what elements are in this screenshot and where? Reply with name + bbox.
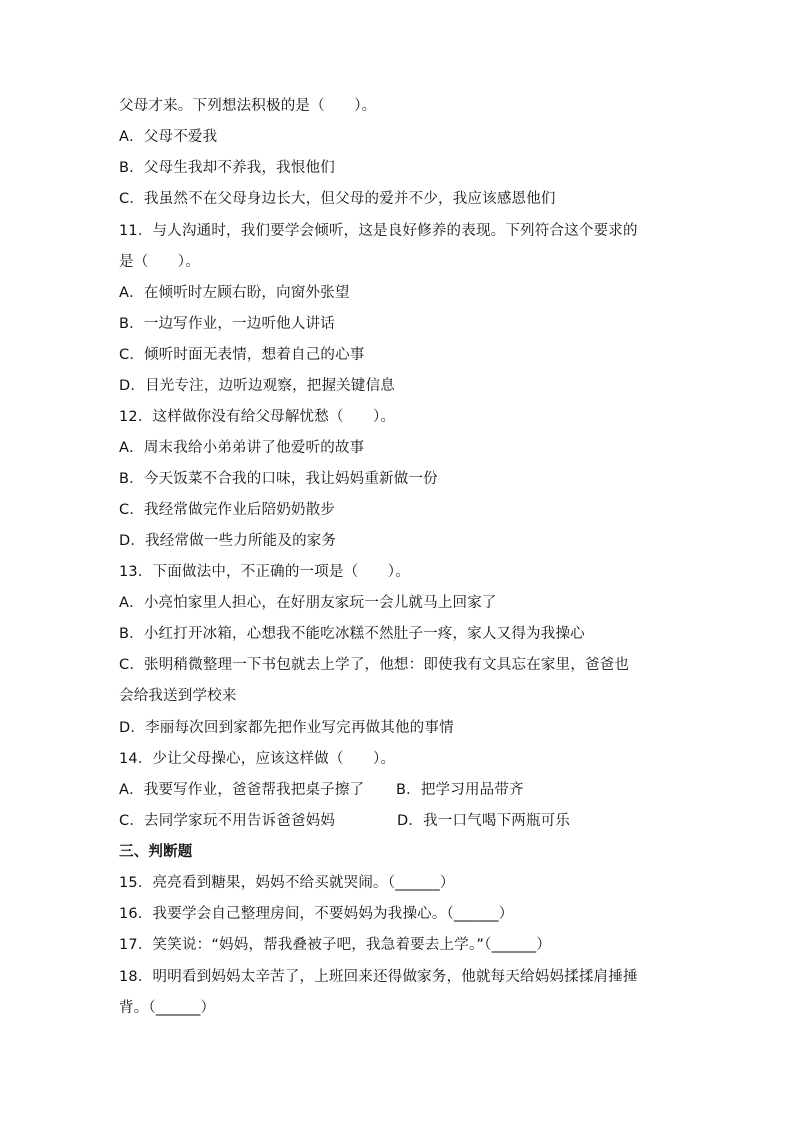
q13-option-c-line2: 会给我送到学校来 [119,688,237,704]
q11-stem-line1: 11．与人沟通时，我们要学会倾听，这是良好修养的表现。下列符合这个要求的 [119,223,638,239]
judge-q17: 17．笑笑说：“妈妈，帮我叠被子吧，我急着要去上学。”（______） [119,937,551,953]
judge-q18-line2: 背。（______） [119,1000,216,1016]
q10-option-a: A．父母不爱我 [119,129,218,145]
q11-option-a: A．在倾听时左顾右盼，向窗外张望 [119,285,350,301]
q11-option-c: C．倾听时面无表情，想着自己的心事 [119,347,365,363]
q14-stem: 14．少让父母操心，应该这样做（ ）。 [119,751,396,767]
judge-q18-line1: 18．明明看到妈妈太辛苦了，上班回来还得做家务，他就每天给妈妈揉揉肩捶捶 [119,969,638,985]
judge-q15: 15．亮亮看到糖果，妈妈不给买就哭闹。（______） [119,875,455,891]
q13-option-c-line1: C．张明稍微整理一下书包就去上学了，他想：即使我有文具忘在家里，爸爸也 [119,657,630,673]
q12-stem: 12．这样做你没有给父母解忧愁（ ）。 [119,409,396,425]
q13-option-b: B．小红打开冰箱，心想我不能吃冰糕不然肚子一疼，家人又得为我操心 [119,626,585,642]
q11-option-d: D．目光专注，边听边观察，把握关键信息 [119,378,395,394]
q14-option-a: A．我要写作业，爸爸帮我把桌子擦了 [119,782,365,798]
q13-stem: 13．下面做法中，不正确的一项是（ ）。 [119,564,410,580]
q11-option-b: B．一边写作业，一边听他人讲话 [119,316,335,332]
q13-option-d: D．李丽每次回到家都先把作业写完再做其他的事情 [119,720,454,736]
q10-option-b: B．父母生我却不养我，我恨他们 [119,160,335,176]
q10-continuation: 父母才来。下列想法积极的是（ ）。 [119,98,377,114]
q11-stem-line2: 是（ ）。 [119,254,200,270]
q14-option-c: C．去同学家玩不用告诉爸爸妈妈 [119,813,336,829]
q13-option-a: A．小亮怕家里人担心，在好朋友家玩一会儿就马上回家了 [119,595,497,611]
q14-option-d: D．我一口气喝下两瓶可乐 [397,813,571,829]
q12-option-b: B．今天饭菜不合我的口味，我让妈妈重新做一份 [119,471,438,487]
q12-option-a: A．周末我给小弟弟讲了他爱听的故事 [119,440,365,456]
q12-option-c: C．我经常做完作业后陪奶奶散步 [119,502,336,518]
q14-options-row1 [119,775,679,806]
section-title-judgement: 三、判断题 [119,844,193,860]
q14-options-row2 [119,806,679,837]
q10-option-c: C．我虽然不在父母身边长大，但父母的爱并不少，我应该感恩他们 [119,191,556,207]
q14-option-b: B．把学习用品带齐 [396,782,524,798]
judge-q16: 16．我要学会自己整理房间，不要妈妈为我操心。（______） [119,906,514,922]
q12-option-d: D．我经常做一些力所能及的家务 [119,533,337,549]
